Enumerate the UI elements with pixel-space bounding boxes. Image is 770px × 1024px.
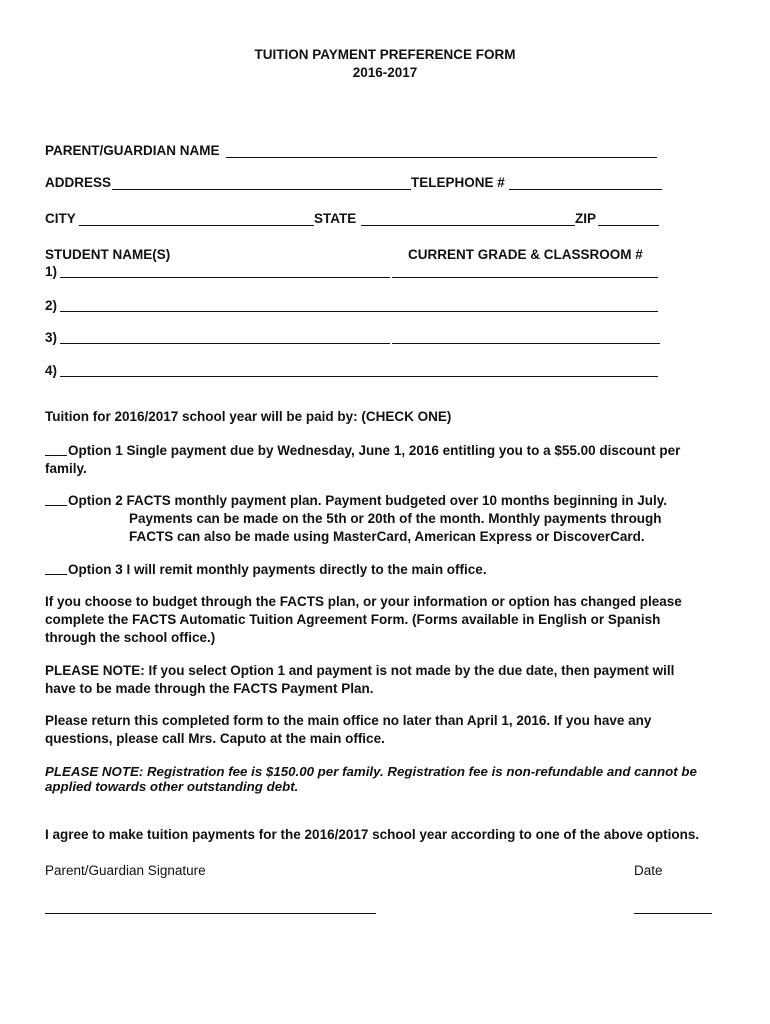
signature-label: Parent/Guardian Signature [45, 863, 206, 878]
please-note-line-2: have to be made through the FACTS Payment Plan. [45, 681, 374, 696]
option-3-checkbox[interactable] [45, 574, 67, 575]
state-field[interactable] [361, 225, 575, 226]
registration-fee-note-line-2: applied towards other outstanding debt. [45, 779, 299, 794]
option-1-checkbox[interactable] [45, 455, 67, 456]
student-row-3-name-field[interactable] [60, 343, 390, 344]
parent-name-field[interactable] [226, 157, 657, 158]
telephone-label: TELEPHONE # [411, 175, 505, 190]
option-2-text-cont-2: FACTS can also be made using MasterCard, American Express or DiscoverCard. [129, 529, 645, 544]
option-1-text-cont: family. [45, 461, 87, 476]
zip-field[interactable] [598, 225, 659, 226]
agreement-statement: I agree to make tuition payments for the 2016/2017 school year according to one of the above options. [45, 827, 700, 842]
facts-note-line-1: If you choose to budget through the FACTS plan, or your information or option has changed please [45, 594, 682, 609]
student-row-2-field[interactable] [60, 311, 658, 312]
address-field[interactable] [112, 189, 411, 190]
grade-classroom-label: CURRENT GRADE & CLASSROOM # [408, 247, 643, 262]
student-row-1-name-field[interactable] [60, 277, 390, 278]
date-label: Date [634, 863, 663, 878]
telephone-field[interactable] [509, 189, 662, 190]
student-row-3-grade-field[interactable] [392, 343, 660, 344]
form-year: 2016-2017 [352, 65, 418, 80]
option-1-text: Option 1 Single payment due by Wednesday, June 1, 2016 entitling you to a $55.00 discount per [68, 443, 681, 458]
payment-instruction: Tuition for 2016/2017 school year will be paid by: (CHECK ONE) [45, 409, 452, 424]
facts-note-line-2: complete the FACTS Automatic Tuition Agreement Form. (Forms available in English or Spanish [45, 612, 661, 627]
form-title: TUITION PAYMENT PREFERENCE FORM [254, 47, 516, 62]
return-note-line-1: Please return this completed form to the main office no later than April 1, 2016. If you have any [45, 713, 652, 728]
student-row-4-field[interactable] [60, 376, 658, 377]
facts-note-line-3: through the school office.) [45, 630, 216, 645]
zip-label: ZIP [575, 211, 597, 226]
option-2-text: Option 2 FACTS monthly payment plan. Payment budgeted over 10 months beginning in July. [68, 493, 668, 508]
student-names-label: STUDENT NAME(S) [45, 247, 171, 262]
option-2-checkbox[interactable] [45, 505, 67, 506]
registration-fee-note-line-1: PLEASE NOTE: Registration fee is $150.00 per family. Registration fee is non-refundable and cannot be [45, 764, 697, 779]
return-note-line-2: questions, please call Mrs. Caputo at the main office. [45, 731, 385, 746]
student-row-1-number: 1) [45, 264, 58, 279]
city-label: CITY [45, 211, 76, 226]
student-row-1-grade-field[interactable] [392, 277, 658, 278]
student-row-2-number: 2) [45, 298, 58, 313]
option-2-text-cont-1: Payments can be made on the 5th or 20th of the month. Monthly payments through [129, 511, 662, 526]
state-label: STATE [314, 211, 357, 226]
please-note-line-1: PLEASE NOTE: If you select Option 1 and payment is not made by the due date, then payment will [45, 663, 675, 678]
address-label: ADDRESS [45, 175, 112, 190]
student-row-4-number: 4) [45, 363, 58, 378]
city-field[interactable] [79, 225, 314, 226]
parent-name-label: PARENT/GUARDIAN NAME [45, 143, 220, 158]
date-field[interactable] [634, 913, 712, 914]
signature-field[interactable] [45, 913, 376, 914]
option-3-text: Option 3 I will remit monthly payments directly to the main office. [68, 562, 487, 577]
student-row-3-number: 3) [45, 330, 58, 345]
